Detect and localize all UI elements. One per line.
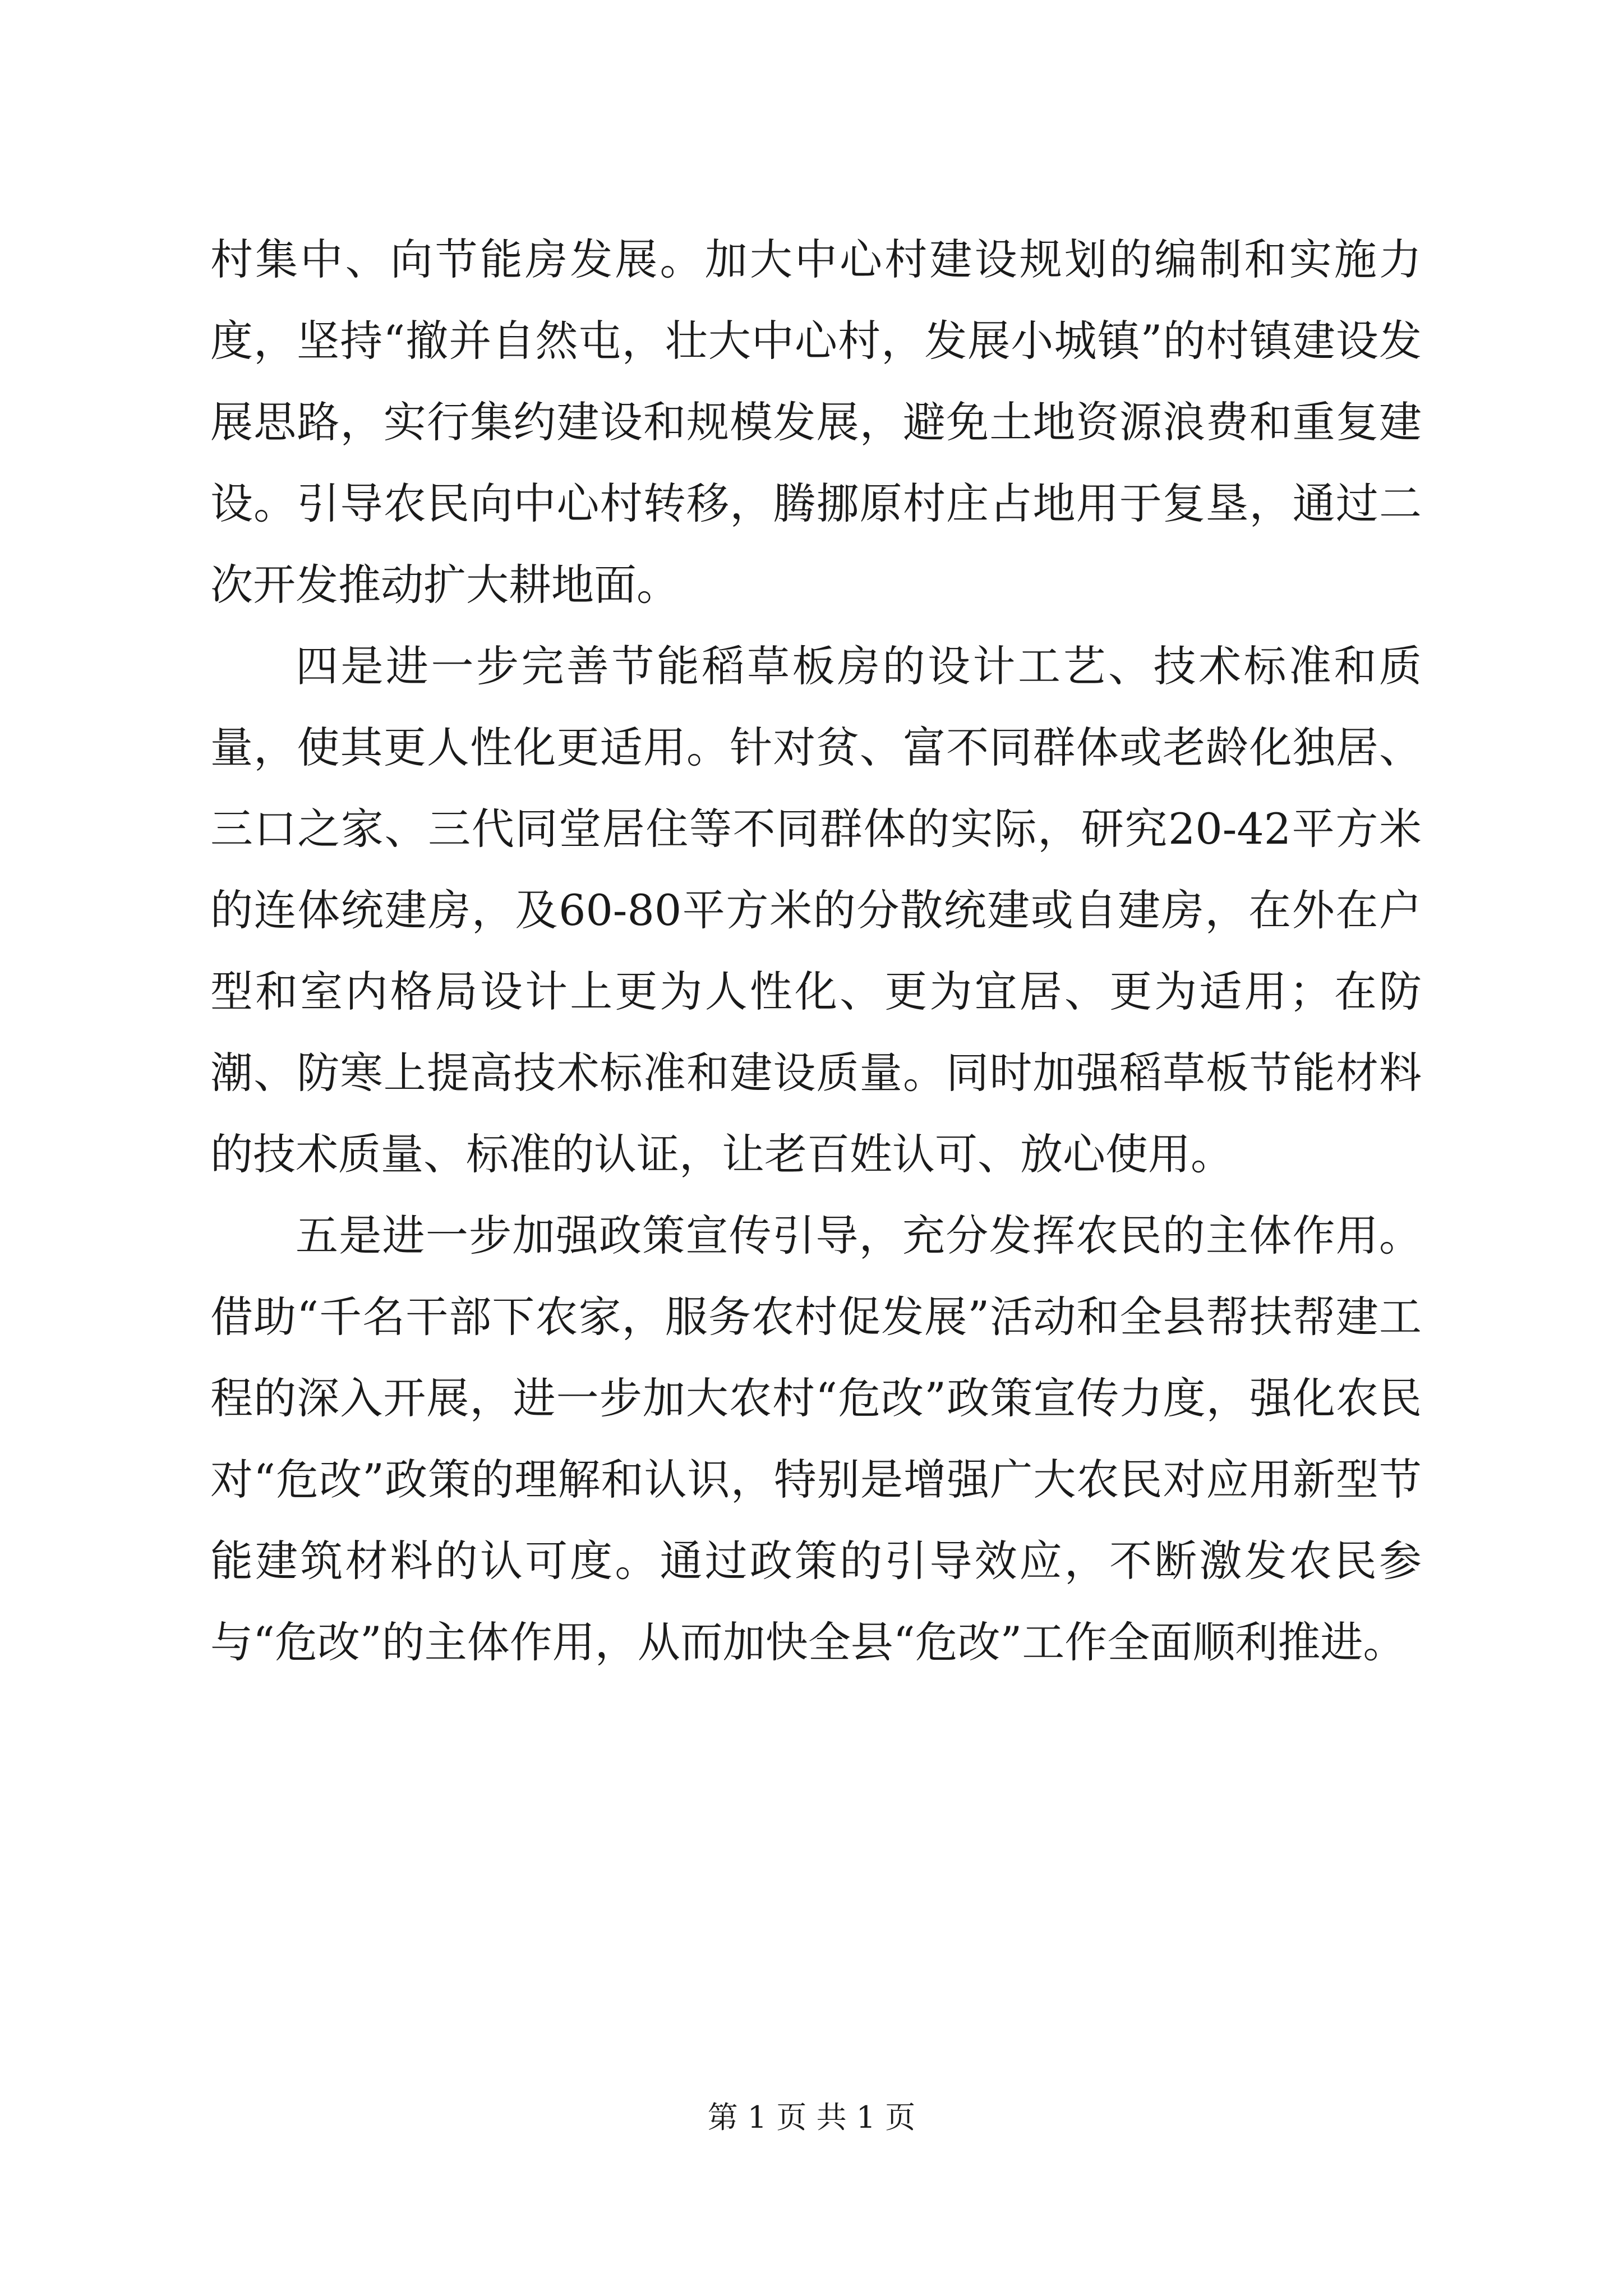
paragraph-item-five: 五是进一步加强政策宣传引导，充分发挥农民的主体作用。借助“千名干部下农家，服务农村促发展”活动和全县帮扶帮建工程的深入开展，进一步加大农村“危改”政策宣传力度，强化农民对“危改”政策的理解和认识，特别是增强广大农民对应用新型节能建筑材料的认可度。通过政策的引导效应，不断激发农民参与“危改”的主体作用，从而加快全县“危改”工作全面顺利推进。 — [210, 1211, 1422, 1667]
document-body — [210, 219, 1422, 1683]
paragraph-item-four: 四是进一步完善节能稻草板房的设计工艺、技术标准和质量，使其更人性化更适用。针对贫、富不同群体或老龄化独居、三口之家、三代同堂居住等不同群体的实际，研究20-42平方米的连体统建房，及60-80平方米的分散统建或自建房，在外在户型和室内格局设计上更为人性化、更为宜居、更为适用；在防潮、防寒上提高技术标准和建设质量。同时加强稻草板节能材料的技术质量、标准的认证，让老百姓认可、放心使用。 — [210, 641, 1422, 1179]
page-footer: 第 1 页 共 1 页 — [707, 2100, 916, 2135]
paragraph-continuation: 村集中、向节能房发展。加大中心村建设规划的编制和实施力度，坚持“撤并自然屯，壮大中心村，发展小城镇”的村镇建设发展思路，实行集约建设和规模发展，避免土地资源浪费和重复建设。引导农民向中心村转移，腾挪原村庄占地用于复垦，通过二次开发推动扩大耕地面。 — [210, 234, 1422, 610]
